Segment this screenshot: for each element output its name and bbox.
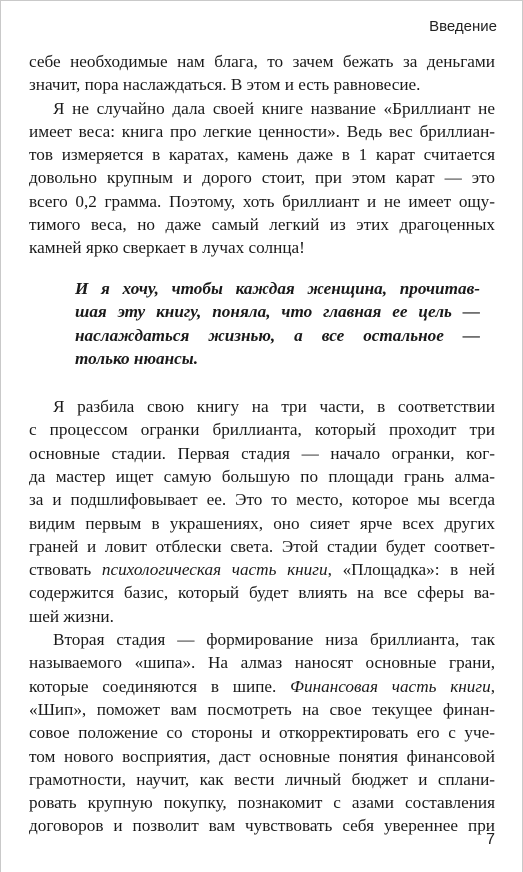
pull-quote (75, 277, 480, 371)
italic-part-title: Финансовая часть книги (290, 676, 491, 696)
text-line: Я не случайно дала своей книге название «Бриллиант не (53, 98, 495, 118)
paragraph-2 (29, 97, 495, 260)
text-line: тимого веса, но даже самый легкий из этих драгоценных (29, 215, 495, 235)
text-line: имеет веса: книга про легкие ценности». Ведь вес бриллиан- (29, 121, 495, 141)
quote-line: наслаждаться жизнью, а все остальное — (75, 325, 480, 345)
text-line: граней и ловит отблески света. Этой стадии будет соответ- (29, 536, 495, 556)
text-line: значит, пора наслаждаться. В этом и есть равновесие. (29, 75, 421, 95)
page-border-left (0, 0, 1, 872)
text-line-with-italic (29, 558, 495, 581)
text-line-with-italic (29, 675, 495, 698)
text-fragment: ствовать (29, 560, 102, 580)
page-number: 7 (486, 831, 495, 848)
text-line: Я разбила свою книгу на три части, в соответствии (53, 397, 495, 417)
text-line: всего 0,2 грамма. Поэтому, хоть бриллиант и не имеет ощу- (29, 191, 495, 211)
text-line: грамотности, научит, как вести личный бюджет и сплани- (29, 769, 495, 789)
text-line: тов измеряется в каратах, камень даже в 1 карат считается (29, 145, 495, 165)
running-header: Введение (429, 18, 497, 35)
paragraph-3 (29, 395, 495, 628)
text-line: шей жизни. (29, 606, 114, 626)
text-line: совое положение со стороны и откорректировать его с уче- (29, 723, 495, 743)
text-line: довольно крупным и дорого стоит, при этом карат — это (29, 168, 495, 188)
italic-part-title: психологическая часть книги (101, 560, 328, 580)
text-line: «Шип», поможет вам посмотреть на свое текущее финан- (29, 699, 495, 719)
text-line: видим первым в украшениях, оно сияет ярче всех других (29, 513, 495, 533)
page-body (29, 50, 495, 838)
text-line: договоров и позволит вам чувствовать себя увереннее при (29, 816, 495, 836)
text-line: с процессом огранки бриллианта, который проходит три (29, 420, 495, 440)
text-fragment: , (490, 676, 495, 696)
quote-line: только нюансы. (75, 349, 199, 369)
paragraph-4 (29, 628, 495, 838)
text-line: называемого «шипа». На алмаз наносят основные грани, (29, 653, 495, 673)
text-line: основные стадии. Первая стадия — начало огранки, ког- (29, 443, 495, 463)
text-line: да мастер ищет самую большую по площади грань алма- (29, 466, 495, 486)
text-line: Вторая стадия — формирование низа бриллианта, так (53, 630, 495, 650)
text-line: себе необходимые нам блага, то зачем бежать за деньгами (29, 52, 495, 71)
text-line: за и подшлифовывает ее. Это то место, которое мы всегда (29, 490, 495, 510)
quote-line: И я хочу, чтобы каждая женщина, прочитав- (75, 278, 480, 298)
text-line: ровать крупную покупку, познакомит с азами составления (29, 793, 495, 813)
text-line: том нового восприятия, даст основные понятия финансовой (29, 746, 495, 766)
text-line: содержится базис, который будет влиять на все сферы ва- (29, 583, 495, 603)
paragraph-1 (29, 50, 495, 97)
text-fragment: , «Площадка»: в ней (327, 560, 496, 580)
page-border-top (0, 0, 523, 1)
text-fragment: которые соединяются в шипе. (29, 676, 291, 696)
text-line: камней ярко сверкает в лучах солнца! (29, 238, 305, 258)
quote-line: шая эту книгу, поняла, что главная ее цель — (75, 302, 480, 322)
